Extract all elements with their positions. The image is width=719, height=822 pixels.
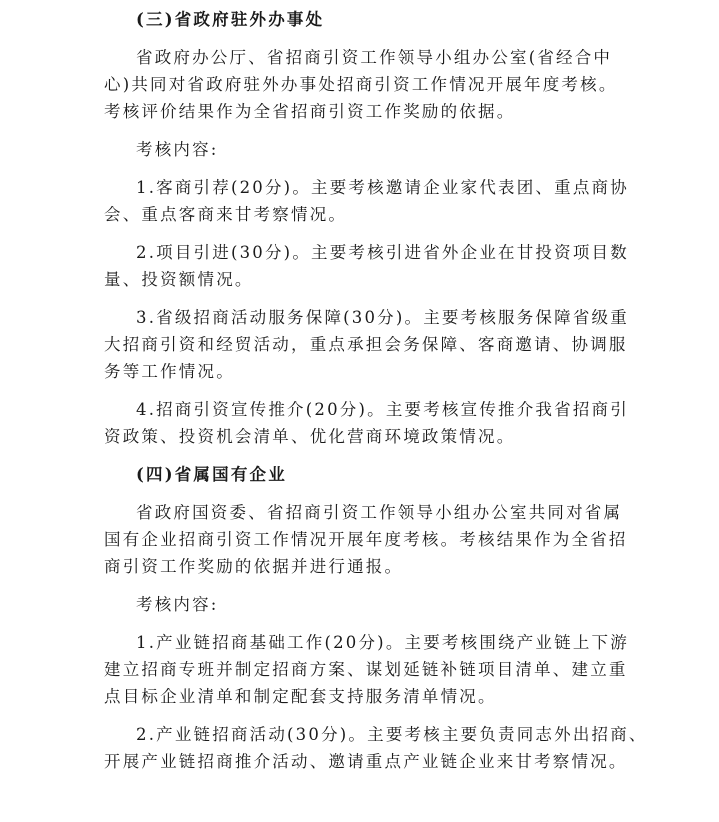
item-line: 资政策、投资机会清单、优化营商环境政策情况。 <box>104 427 516 446</box>
item-line: 1.客商引荐(20分)。主要考核邀请企业家代表团、重点商协 <box>136 178 629 197</box>
assessment-content-label: 考核内容: <box>136 140 219 159</box>
paragraph-line: 省政府国资委、省招商引资工作领导小组办公室共同对省属 <box>136 503 623 522</box>
item-line: 1.产业链招商基础工作(20分)。主要考核围绕产业链上下游 <box>136 633 629 652</box>
item-line: 4.招商引资宣传推介(20分)。主要考核宣传推介我省招商引 <box>136 400 629 419</box>
item-line: 3.省级招商活动服务保障(30分)。主要考核服务保障省级重 <box>136 308 629 327</box>
paragraph-line: 考核评价结果作为全省招商引资工作奖励的依据。 <box>104 102 516 121</box>
section-heading-offices: (三)省政府驻外办事处 <box>136 10 325 29</box>
item-line: 建立招商专班并制定招商方案、谋划延链补链项目清单、建立重 <box>104 660 628 679</box>
item-line: 量、投资额情况。 <box>104 270 254 289</box>
paragraph-line: 国有企业招商引资工作情况开展年度考核。考核结果作为全省招 <box>104 530 628 549</box>
item-line: 会、重点客商来甘考察情况。 <box>104 205 348 224</box>
assessment-content-label: 考核内容: <box>136 595 219 614</box>
item-line: 大招商引资和经贸活动，重点承担会务保障、客商邀请、协调服 <box>104 335 628 354</box>
paragraph-line: 商引资工作奖励的依据并进行通报。 <box>104 557 404 576</box>
document-page <box>104 0 648 775</box>
paragraph-line: 省政府办公厅、省招商引资工作领导小组办公室(省经合中 <box>136 48 613 67</box>
section-heading-soe: (四)省属国有企业 <box>136 465 287 484</box>
item-line: 开展产业链招商推介活动、邀请重点产业链企业来甘考察情况。 <box>104 752 628 771</box>
item-line: 点目标企业清单和制定配套支持服务清单情况。 <box>104 687 497 706</box>
item-line: 务等工作情况。 <box>104 362 235 381</box>
item-line: 2.项目引进(30分)。主要考核引进省外企业在甘投资项目数 <box>136 243 629 262</box>
paragraph-line: 心)共同对省政府驻外办事处招商引资工作情况开展年度考核。 <box>104 75 618 94</box>
item-line: 2.产业链招商活动(30分)。主要考核主要负责同志外出招商、 <box>136 725 648 744</box>
